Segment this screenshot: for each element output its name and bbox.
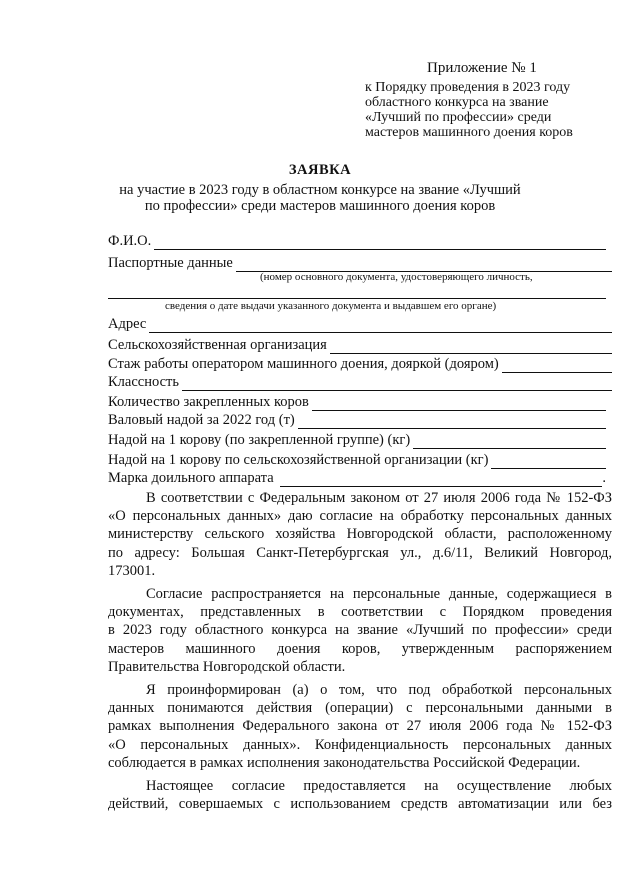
paragraph-line: Правительства Новгородской области. [108, 658, 346, 675]
cows-label: Количество закрепленных коров [108, 394, 309, 410]
passport-label: Паспортные данные [108, 255, 233, 271]
paragraph-line: рамках выполнения Федерального закона от 27 июля 2006 года № 152-ФЗ [108, 718, 612, 735]
class-field[interactable] [108, 374, 612, 391]
class-input-line[interactable] [182, 377, 612, 391]
apparatus-input-line[interactable] [280, 473, 603, 487]
address-label: Адрес [108, 316, 147, 332]
apparatus-period: . [602, 470, 606, 486]
yield-org-input-line[interactable] [491, 455, 606, 469]
paragraph-line: по адресу: Большая Санкт-Петербургская ул., д.6/11, Великий Новгород, [108, 544, 612, 561]
cows-field[interactable] [108, 394, 606, 411]
document-title: ЗАЯВКА [288, 162, 352, 178]
paragraph-line: В соответствии с Федеральным законом от 27 июля 2006 года № 152-ФЗ [146, 490, 612, 506]
gross-yield-field[interactable] [108, 412, 606, 429]
passport-hint: сведения о дате выдачи указанного документа и выдавшем его органе) [165, 300, 497, 312]
class-label: Классность [108, 374, 179, 390]
appendix-line: к Порядку проведения в 2023 году [365, 80, 571, 95]
address-field[interactable] [108, 316, 612, 333]
appendix-line: «Лучший по профессии» среди [365, 110, 552, 125]
consent-paragraph [108, 489, 612, 580]
yield-org-field[interactable] [108, 452, 606, 469]
document-subtitle: на участие в 2023 году в областном конкурсе на звание «Лучший [119, 182, 521, 198]
yield-group-label: Надой на 1 корову (по закрепленной группе) (кг) [108, 432, 411, 448]
experience-label: Стаж работы оператором машинного доения, дояркой (дояром) [108, 356, 499, 372]
experience-input-line[interactable] [502, 359, 612, 373]
fio-field[interactable] [108, 233, 606, 250]
paragraph-line: действий, совершаемых с использованием средств автоматизации или без [108, 796, 612, 813]
experience-field[interactable] [108, 356, 612, 373]
organization-label: Сельскохозяйственная организация [108, 337, 327, 353]
passport-input-line-2[interactable] [108, 298, 606, 299]
paragraph-line: «О персональных данных». Конфиденциальность персональных данных [108, 736, 612, 753]
passport-input-line[interactable] [236, 258, 612, 272]
appendix-line: мастеров машинного доения коров [365, 125, 573, 140]
gross-yield-input-line[interactable] [298, 415, 606, 429]
paragraph-line: «О персональных данных» даю согласие на обработку персональных данных [108, 508, 612, 525]
agreement-paragraph [108, 777, 612, 813]
paragraph-line: 173001. [108, 562, 156, 579]
paragraph-line: Согласие распространяется на персональные данные, содержащиеся в [146, 586, 612, 602]
appendix-line: областного конкурса на звание [365, 95, 549, 110]
apparatus-label: Марка доильного аппарата [108, 470, 274, 486]
gross-yield-label: Валовый надой за 2022 год (т) [108, 412, 295, 428]
passport-field[interactable] [108, 255, 612, 272]
yield-org-label: Надой на 1 корову по сельскохозяйственной организации (кг) [108, 452, 489, 468]
yield-group-field[interactable] [108, 432, 606, 449]
document-subtitle: по профессии» среди мастеров машинного доения коров [144, 198, 496, 214]
apparatus-field[interactable] [108, 470, 606, 487]
paragraph-line: документах, представленных в соответствии с Порядком проведения [108, 604, 612, 621]
paragraph-line: в 2023 году областного конкурса на звание «Лучший по профессии» среди [108, 622, 612, 639]
address-input-line[interactable] [149, 319, 612, 333]
organization-field[interactable] [108, 337, 612, 354]
passport-hint: (номер основного документа, удостоверяющего личность, [260, 271, 533, 283]
paragraph-line: мастеров машинного доения коров, утвержденным распоряжением [108, 640, 612, 657]
paragraph-line: Я проинформирован (а) о том, что под обработкой персональных [146, 682, 612, 698]
organization-input-line[interactable] [330, 340, 612, 354]
appendix-number: Приложение № 1 [427, 60, 537, 76]
fio-label: Ф.И.О. [108, 233, 152, 249]
scope-paragraph [108, 585, 612, 676]
paragraph-line: Настоящее согласие предоставляется на осуществление любых [146, 778, 612, 794]
cows-input-line[interactable] [312, 397, 606, 411]
paragraph-line: министерству сельского хозяйства Новгородской области, расположенному [108, 526, 612, 543]
informed-paragraph [108, 681, 612, 772]
paragraph-line: соблюдается в рамках исполнения законодательства Российской Федерации. [108, 754, 581, 771]
yield-group-input-line[interactable] [413, 435, 606, 449]
fio-input-line[interactable] [154, 236, 606, 250]
paragraph-line: данных понимаются действия (операции) с персональными данными в [108, 700, 612, 717]
